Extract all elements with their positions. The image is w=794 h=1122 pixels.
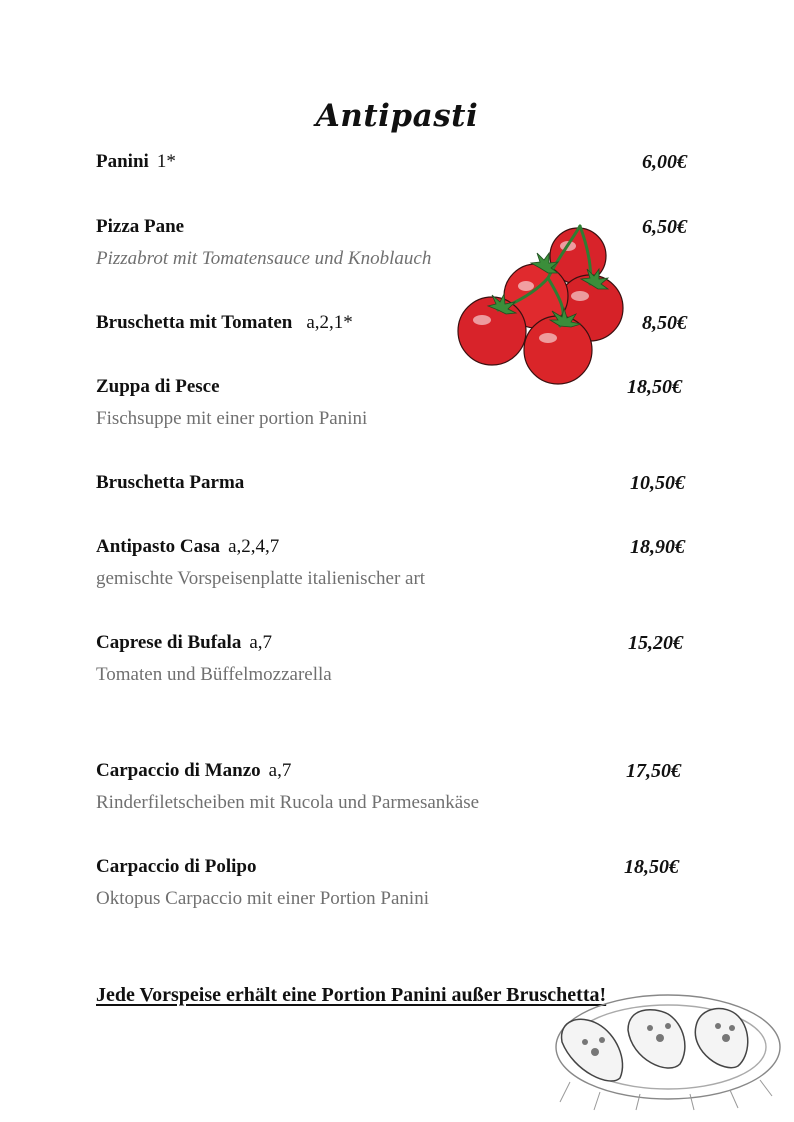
item-price: 15,20€ xyxy=(628,632,683,654)
menu-item-antipasto-casa xyxy=(96,536,279,558)
item-description: Fischsuppe mit einer portion Panini xyxy=(96,408,368,429)
item-price: 18,50€ xyxy=(627,376,682,398)
item-description: Rinderfiletscheiben mit Rucola und Parmesankäse xyxy=(96,792,480,813)
menu-item-pizza-pane xyxy=(96,216,184,238)
menu-item-bruschetta-parma xyxy=(96,472,244,494)
item-price: 6,50€ xyxy=(642,216,687,238)
item-price: 18,90€ xyxy=(630,536,685,558)
menu-item-zuppa-di-pesce xyxy=(96,376,220,398)
item-name: Zuppa di Pesce xyxy=(96,376,220,397)
menu-item-caprese-di-bufala xyxy=(96,632,272,654)
page-title: Antipasti xyxy=(315,98,479,134)
item-price: 17,50€ xyxy=(626,760,681,782)
item-description: Tomaten und Büffelmozzarella xyxy=(96,664,332,685)
item-description: Oktopus Carpaccio mit einer Portion Panini xyxy=(96,888,429,909)
item-name: Carpaccio di Polipo xyxy=(96,856,257,877)
item-name: Antipasto Casa xyxy=(96,536,221,557)
item-name: Pizza Pane xyxy=(96,216,185,237)
item-price: 8,50€ xyxy=(642,312,687,334)
item-name: Bruschetta Parma xyxy=(96,472,245,493)
item-price: 6,00€ xyxy=(642,151,687,173)
item-price: 10,50€ xyxy=(630,472,685,494)
item-name: Bruschetta mit Tomaten xyxy=(96,312,293,333)
menu-item-bruschetta-tomaten xyxy=(96,312,353,334)
footer-note: Jede Vorspeise erhält eine Portion Panini außer Bruschetta! xyxy=(96,984,607,1006)
item-name: Carpaccio di Manzo xyxy=(96,760,261,781)
bruschetta-plate-sketch xyxy=(540,962,790,1122)
item-price: 18,50€ xyxy=(624,856,679,878)
tomato-vine-illustration xyxy=(440,198,640,403)
allergen-codes: a,7 xyxy=(268,760,292,781)
menu-item-carpaccio-di-manzo xyxy=(96,760,291,782)
item-description: Pizzabrot mit Tomatensauce und Knoblauch xyxy=(96,248,432,269)
allergen-codes: 1* xyxy=(156,151,176,172)
item-description: gemischte Vorspeisenplatte italienischer art xyxy=(96,568,426,589)
allergen-codes: a,2,4,7 xyxy=(228,536,280,557)
item-name: Caprese di Bufala xyxy=(96,632,242,653)
allergen-codes: a,7 xyxy=(249,632,273,653)
allergen-codes: a,2,1* xyxy=(306,312,353,333)
menu-item-panini xyxy=(96,151,176,173)
item-name: Panini xyxy=(96,151,149,172)
menu-item-carpaccio-di-polipo xyxy=(96,856,256,878)
